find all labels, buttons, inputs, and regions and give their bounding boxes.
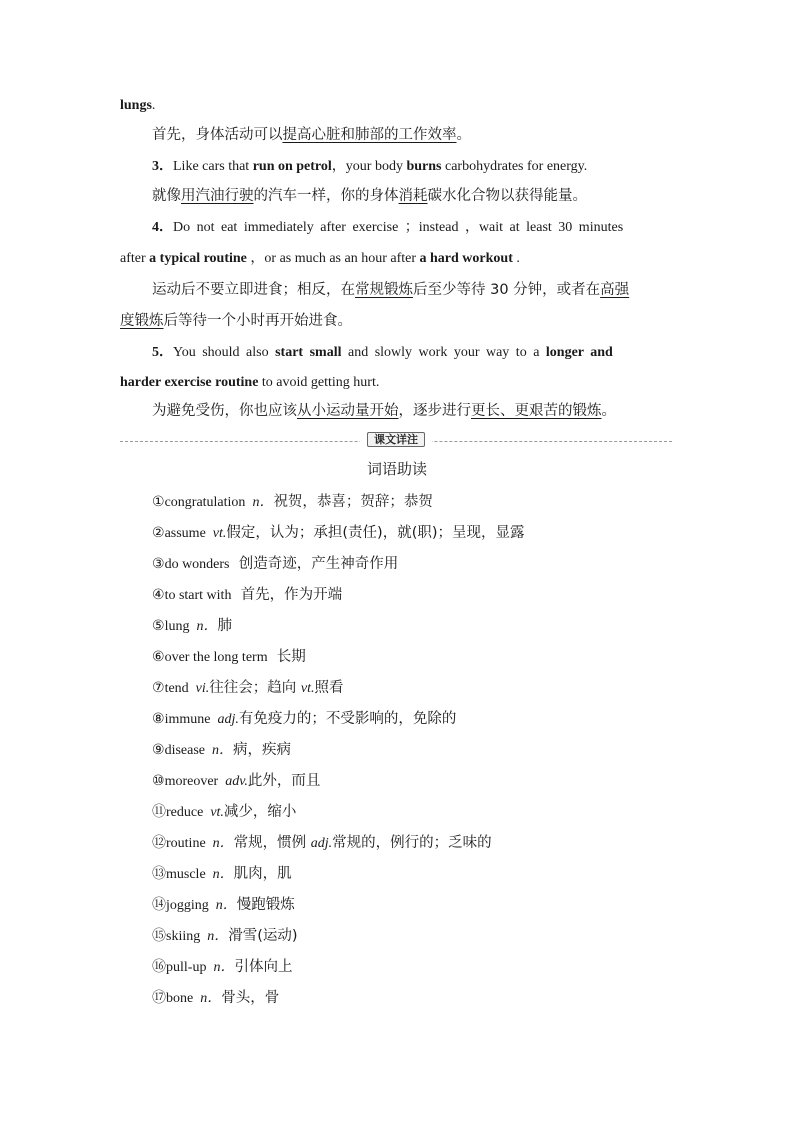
vocab-item bbox=[152, 553, 398, 575]
vocab-item bbox=[152, 956, 292, 978]
vocab-pos: n． bbox=[200, 929, 229, 944]
vocab-word: disease bbox=[164, 743, 205, 758]
vocab-pos: n． bbox=[205, 867, 234, 882]
vocab-pos: adv. bbox=[218, 774, 248, 789]
vocab-item bbox=[152, 646, 306, 668]
vocab-number: ⑭ bbox=[152, 897, 166, 913]
vocab-item bbox=[152, 832, 492, 854]
vocab-word: tend bbox=[164, 681, 189, 696]
vocab-meaning: 往往会；趋向 bbox=[209, 680, 301, 696]
vocab-item bbox=[152, 708, 456, 730]
vocab-pos: vt. bbox=[203, 805, 224, 820]
s5-en-line2: harder exercise routine to avoid getting hurt. bbox=[120, 375, 380, 390]
vocab-meaning: 常规的，例行的；乏味的 bbox=[332, 835, 492, 851]
s4-zh-line2: 度锻炼后等待一个小时再开始进食。 bbox=[120, 313, 352, 329]
vocab-number: ③ bbox=[152, 556, 165, 572]
vocab-number: ⑥ bbox=[152, 649, 165, 665]
s4-en-line1: 4．Do not eat immediately after exercise ；instead ，wait at least 30 minutes bbox=[152, 220, 624, 235]
vocab-pos: n． bbox=[206, 960, 235, 975]
vocab-meaning: 假定，认为；承担(责任)，就(职)；呈现，显露 bbox=[226, 525, 525, 541]
vocab-number: ⑰ bbox=[152, 990, 166, 1006]
vocab-number: ② bbox=[152, 525, 165, 541]
vocab-number: ④ bbox=[152, 587, 165, 603]
vocab-meaning: 病，疾病 bbox=[233, 742, 291, 758]
s5-zh: 为避免受伤，你也应该从小运动量开始，逐步进行更长、更艰苦的锻炼。 bbox=[152, 403, 616, 419]
s2-en-tail: lungs. bbox=[120, 98, 156, 113]
vocab-item bbox=[152, 801, 296, 823]
vocab-meaning: 肺 bbox=[217, 618, 232, 634]
vocab-pos: n． bbox=[208, 898, 237, 913]
vocab-meaning: 骨头，骨 bbox=[221, 990, 280, 1006]
vocab-meaning: 肌肉，肌 bbox=[233, 866, 292, 882]
s2-zh: 首先，身体活动可以提高心脏和肺部的工作效率。 bbox=[152, 127, 471, 143]
vocab-word: lung bbox=[164, 619, 190, 634]
vocab-word: bone bbox=[166, 991, 194, 1006]
vocab-item bbox=[152, 987, 279, 1009]
vocab-number: ⑮ bbox=[152, 928, 166, 944]
vocab-pos: n． bbox=[193, 991, 222, 1006]
vocab-number: ⑧ bbox=[152, 711, 165, 727]
vocab-item bbox=[152, 584, 342, 606]
vocab-word: pull-up bbox=[166, 960, 207, 975]
vocab-word: skiing bbox=[166, 929, 201, 944]
vocab-pos: vt. bbox=[300, 681, 315, 696]
vocab-meaning: 有免疫力的；不受影响的，免除的 bbox=[238, 711, 457, 727]
vocab-word: assume bbox=[164, 526, 206, 541]
vocab-word: moreover bbox=[164, 774, 219, 789]
section-label: 课文详注 bbox=[360, 432, 432, 448]
vocab-pos: n． bbox=[189, 619, 218, 634]
vocab-meaning: 引体向上 bbox=[234, 959, 293, 975]
vocab-title: 词语助读 bbox=[366, 460, 427, 478]
vocab-number: ⑯ bbox=[152, 959, 166, 975]
vocab-number: ⑨ bbox=[152, 742, 165, 758]
vocab-word: muscle bbox=[166, 867, 206, 882]
vocab-number: ① bbox=[152, 494, 165, 510]
vocab-number: ⑤ bbox=[152, 618, 165, 634]
vocab-meaning: 慢跑锻炼 bbox=[236, 897, 295, 913]
vocab-item bbox=[152, 677, 344, 699]
vocab-pos: vt. bbox=[205, 526, 227, 541]
vocab-word: do wonders bbox=[164, 557, 230, 572]
vocab-pos: n． bbox=[205, 836, 234, 851]
vocab-item bbox=[152, 770, 320, 792]
vocab-pos: vi. bbox=[188, 681, 210, 696]
vocab-meaning: 此外，而且 bbox=[247, 773, 321, 789]
vocab-item bbox=[152, 739, 291, 761]
vocab-number: ⑫ bbox=[152, 835, 166, 851]
vocab-word: jogging bbox=[166, 898, 209, 913]
vocab-item bbox=[152, 925, 298, 947]
vocab-meaning: 减少，缩小 bbox=[223, 804, 297, 820]
vocab-word: to start with bbox=[164, 588, 232, 603]
s5-en-line1: 5．You should also start small and slowly work your way to a longer and bbox=[152, 345, 613, 360]
vocab-number: ⑩ bbox=[152, 773, 165, 789]
vocab-meaning: 首先，作为开端 bbox=[231, 587, 343, 603]
vocab-word: immune bbox=[164, 712, 211, 727]
vocab-item bbox=[152, 615, 232, 637]
vocab-meaning: 常规，惯例 bbox=[233, 835, 311, 851]
vocab-number: ⑦ bbox=[152, 680, 165, 696]
vocab-item bbox=[152, 522, 525, 544]
vocab-meaning: 滑雪(运动) bbox=[228, 928, 298, 944]
s4-zh-line1: 运动后不要立即进食；相反，在常规锻炼后至少等待 30 分钟，或者在高强 bbox=[152, 282, 630, 298]
vocab-pos: n． bbox=[205, 743, 233, 758]
vocab-pos: n． bbox=[245, 495, 274, 510]
vocab-word: routine bbox=[166, 836, 206, 851]
vocab-word: congratulation bbox=[164, 495, 246, 510]
s3-zh: 就像用汽油行驶的汽车一样，你的身体消耗碳水化合物以获得能量。 bbox=[152, 188, 587, 204]
vocab-number: ⑬ bbox=[152, 866, 166, 882]
vocab-meaning: 照看 bbox=[314, 680, 344, 696]
vocab-word: over the long term bbox=[164, 650, 268, 665]
s4-en-line2: after a typical routine ，or as much as an hour after a hard workout . bbox=[120, 251, 520, 266]
vocab-item bbox=[152, 491, 433, 513]
vocab-number: ⑪ bbox=[152, 804, 166, 820]
vocab-pos: adj. bbox=[310, 836, 333, 851]
vocab-meaning: 祝贺，恭喜；贺辞；恭贺 bbox=[273, 494, 433, 510]
vocab-word: reduce bbox=[166, 805, 204, 820]
vocab-meaning: 创造奇迹，产生神奇作用 bbox=[229, 556, 399, 572]
vocab-item bbox=[152, 894, 295, 916]
s3-en: 3．Like cars that run on petrol，your body burns carbohydrates for energy. bbox=[152, 159, 588, 174]
vocab-item bbox=[152, 863, 292, 885]
vocab-pos: adj. bbox=[210, 712, 239, 727]
vocab-meaning: 长期 bbox=[267, 649, 306, 665]
